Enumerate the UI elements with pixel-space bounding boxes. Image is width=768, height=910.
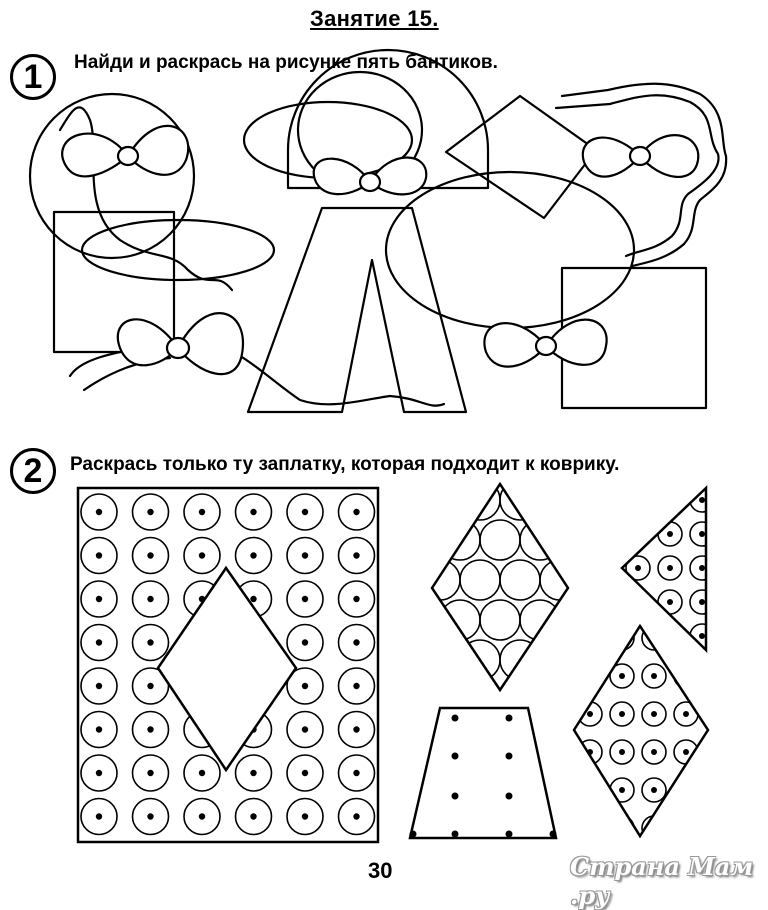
pattern-dot — [96, 770, 102, 776]
pattern-dot — [96, 726, 102, 732]
pattern-ring — [420, 560, 460, 600]
pattern-ring — [626, 488, 650, 512]
patch-2 — [622, 488, 706, 650]
pattern-dot — [587, 787, 593, 793]
pattern-dot — [250, 813, 256, 819]
pattern-dot — [550, 831, 557, 838]
pattern-dot — [96, 683, 102, 689]
pattern-ring — [480, 600, 520, 640]
pattern-ring — [420, 640, 460, 680]
pattern-dot — [302, 683, 308, 689]
pattern-dot — [667, 497, 673, 503]
pattern-ring — [626, 522, 650, 546]
pattern-ring — [460, 560, 500, 600]
patch-4 — [574, 626, 708, 836]
patch-2-pattern — [626, 488, 714, 648]
pattern-dot — [147, 683, 153, 689]
pattern-dot — [587, 635, 593, 641]
pattern-dot — [699, 599, 705, 605]
pattern-dot — [199, 552, 205, 558]
task2-number-badge: 2 — [10, 448, 56, 494]
pattern-dot — [147, 596, 153, 602]
pattern-dot — [667, 599, 673, 605]
pattern-dot — [302, 770, 308, 776]
pattern-dot — [506, 753, 513, 760]
pattern-dot — [353, 596, 359, 602]
pattern-dot — [667, 531, 673, 537]
pattern-ring — [540, 480, 580, 520]
pattern-dot — [651, 749, 657, 755]
pattern-dot — [302, 509, 308, 515]
task1-instruction: Найди и раскрась на рисунке пять бантиков. — [74, 52, 498, 73]
pattern-dot — [651, 825, 657, 831]
pattern-dot — [302, 639, 308, 645]
pattern-dot — [651, 711, 657, 717]
pattern-ring — [540, 640, 580, 680]
pattern-dot — [635, 531, 641, 537]
pattern-dot — [619, 711, 625, 717]
pattern-dot — [96, 639, 102, 645]
pattern-ring — [674, 816, 698, 840]
pattern-dot — [452, 715, 459, 722]
pattern-dot — [619, 787, 625, 793]
pattern-dot — [353, 726, 359, 732]
pattern-dot — [506, 831, 513, 838]
pattern-dot — [667, 565, 673, 571]
pattern-dot — [651, 635, 657, 641]
pattern-dot — [699, 565, 705, 571]
patch-4-pattern — [578, 626, 698, 840]
pattern-dot — [250, 509, 256, 515]
page-number: 30 — [368, 858, 393, 883]
pattern-dot — [452, 753, 459, 760]
pattern-dot — [667, 633, 673, 639]
pattern-ring — [578, 778, 602, 802]
patch-3 — [410, 708, 556, 838]
watermark: Страна Мам .ру — [570, 852, 754, 910]
pattern-dot — [651, 673, 657, 679]
pattern-dot — [410, 831, 417, 838]
pattern-ring — [610, 626, 634, 650]
pattern-dot — [635, 599, 641, 605]
pattern-dot — [96, 552, 102, 558]
pattern-dot — [353, 813, 359, 819]
patch-1-pattern — [420, 480, 600, 680]
pattern-dot — [302, 813, 308, 819]
pattern-dot — [452, 793, 459, 800]
pattern-dot — [250, 596, 256, 602]
pattern-dot — [635, 565, 641, 571]
pattern-dot — [683, 635, 689, 641]
pattern-ring — [560, 520, 600, 560]
pattern-dot — [683, 711, 689, 717]
task2-instruction: Раскрась только ту заплатку, которая подходит к коврику. — [70, 454, 620, 475]
pattern-ring — [578, 664, 602, 688]
pattern-dot — [619, 749, 625, 755]
pattern-dot — [506, 715, 513, 722]
pattern-dot — [635, 497, 641, 503]
pattern-dot — [353, 683, 359, 689]
pattern-dot — [619, 825, 625, 831]
pattern-dot — [250, 552, 256, 558]
pattern-dot — [147, 639, 153, 645]
pattern-ring — [674, 778, 698, 802]
pattern-dot — [250, 770, 256, 776]
pattern-ring — [658, 488, 682, 512]
pattern-dot — [199, 770, 205, 776]
pattern-dot — [587, 711, 593, 717]
pattern-dot — [699, 497, 705, 503]
pattern-dot — [147, 770, 153, 776]
pattern-dot — [619, 673, 625, 679]
pattern-dot — [147, 726, 153, 732]
pattern-dot — [302, 552, 308, 558]
pattern-dot — [353, 770, 359, 776]
pattern-ring — [420, 480, 460, 520]
pattern-dot — [147, 813, 153, 819]
pattern-dot — [199, 813, 205, 819]
pattern-ring — [578, 626, 602, 650]
pattern-ring — [520, 600, 560, 640]
task1-number-badge: 1 — [10, 54, 56, 100]
pattern-dot — [683, 825, 689, 831]
pattern-ring — [658, 624, 682, 648]
pattern-ring — [480, 520, 520, 560]
pattern-dot — [96, 596, 102, 602]
pattern-ring — [500, 560, 540, 600]
pattern-dot — [147, 509, 153, 515]
pattern-dot — [587, 673, 593, 679]
pattern-dot — [199, 509, 205, 515]
pattern-dot — [651, 787, 657, 793]
pattern-dot — [683, 749, 689, 755]
pattern-ring — [578, 816, 602, 840]
pattern-ring — [560, 600, 600, 640]
pattern-dot — [699, 633, 705, 639]
pattern-dot — [353, 509, 359, 515]
pattern-dot — [683, 787, 689, 793]
pattern-dot — [96, 813, 102, 819]
pattern-dot — [683, 673, 689, 679]
pattern-ring — [440, 600, 480, 640]
pattern-dot — [353, 552, 359, 558]
pattern-dot — [302, 596, 308, 602]
pattern-ring — [626, 590, 650, 614]
pattern-dot — [96, 509, 102, 515]
pattern-dot — [506, 793, 513, 800]
pattern-dot — [353, 639, 359, 645]
pattern-dot — [587, 825, 593, 831]
pattern-dot — [302, 726, 308, 732]
pattern-dot — [452, 831, 459, 838]
pattern-dot — [699, 531, 705, 537]
page-title: Занятие 15. — [310, 6, 439, 31]
pattern-ring — [540, 560, 580, 600]
pattern-dot — [147, 552, 153, 558]
pattern-dot — [619, 635, 625, 641]
